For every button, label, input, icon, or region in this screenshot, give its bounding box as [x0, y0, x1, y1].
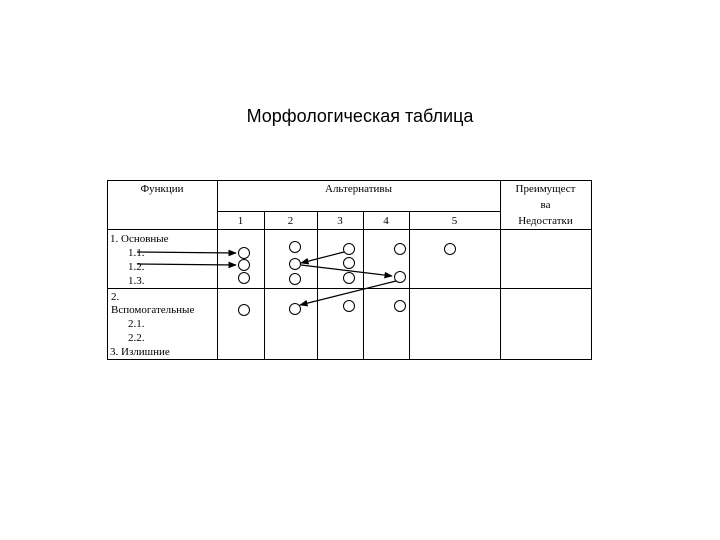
alt-number-4: 4: [383, 215, 389, 227]
function-1-3: 1.3.: [128, 275, 145, 287]
function-aux: Вспомогательные: [111, 304, 195, 316]
alt-number-5: 5: [451, 215, 458, 227]
function-2-2: 2.2.: [128, 332, 145, 344]
function-excess: 3. Излишние: [110, 346, 170, 358]
node-alt3-1-3: [344, 273, 355, 284]
arrow-1-1-to-alt1: [137, 252, 236, 253]
node-alt2-2-1: [290, 304, 301, 315]
header-cons: Недостатки: [518, 215, 573, 227]
alt-number-1: 1: [237, 215, 244, 227]
header-pros-line2: ва: [540, 199, 551, 211]
alternative-nodes: [239, 242, 456, 316]
function-main: 1. Основные: [110, 233, 169, 245]
connections: [137, 252, 396, 305]
node-alt2-1-3: [290, 274, 301, 285]
node-alt1-1-3: [239, 273, 250, 284]
node-alt4-1-1: [395, 244, 406, 255]
node-alt2-1-2: [290, 259, 301, 270]
node-alt5-1-1: [445, 244, 456, 255]
header-alternatives: Альтернативы: [325, 183, 392, 195]
node-alt1-1-2: [239, 260, 250, 271]
node-alt4-2-1: [395, 301, 406, 312]
header-functions: Функции: [140, 183, 184, 195]
function-1-1: 1.1.: [128, 247, 145, 259]
node-alt3-1-2: [344, 258, 355, 269]
page-title: Морфологическая таблица: [246, 106, 474, 126]
function-2-1: 2.1.: [128, 318, 145, 330]
node-alt1-1-1: [239, 248, 250, 259]
alt-number-3: 3: [337, 215, 343, 227]
alt-number-2: 2: [287, 215, 294, 227]
node-alt2-1-0: [290, 242, 301, 253]
arrow-1-2-to-alt1: [137, 264, 236, 265]
node-alt3-2-1: [344, 301, 355, 312]
header-pros-line1: Преимущест: [515, 183, 576, 195]
function-aux-number: 2.: [111, 291, 120, 303]
node-alt3-1-1: [344, 244, 355, 255]
function-1-2: 1.2.: [128, 261, 145, 273]
arrow-alt3-to-alt2: [301, 252, 344, 263]
node-alt4-1-3: [395, 272, 406, 283]
node-alt1-2-1: [239, 305, 250, 316]
